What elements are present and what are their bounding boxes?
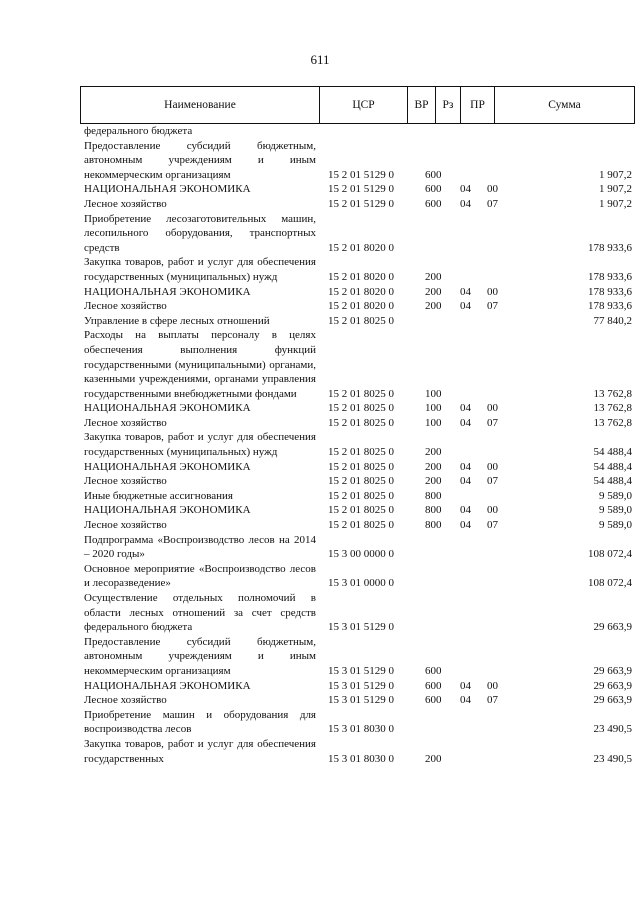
row-csr: 15 2 01 8025 0: [328, 402, 394, 415]
row-csr: 15 3 00 0000 0: [328, 548, 394, 561]
row-csr: 15 3 01 5129 0: [328, 621, 394, 634]
row-name: Лесное хозяйство: [84, 197, 167, 210]
header-rz: Рз: [442, 99, 454, 111]
row-csr: 15 2 01 8025 0: [328, 475, 394, 488]
row-name: Лесное хозяйство: [84, 475, 167, 488]
table-row: [0, 708, 640, 737]
row-name: Предоставление субсидий бюджетным, автономным учреждениям и иным некоммерческим организациям: [84, 635, 316, 677]
table-row: [0, 314, 640, 329]
table-row: [0, 197, 640, 212]
row-sum: 1 907,2: [599, 183, 632, 196]
row-pr: 07: [487, 694, 498, 707]
row-vr: 800: [425, 489, 442, 502]
table-row: [0, 416, 640, 431]
table-row: [0, 474, 640, 489]
row-sum: 13 762,8: [593, 402, 632, 415]
row-name: Подпрограмма «Воспроизводство лесов на 2014 – 2020 годы»: [84, 533, 316, 561]
row-csr: 15 2 01 8020 0: [328, 285, 394, 298]
row-name: НАЦИОНАЛЬНАЯ ЭКОНОМИКА: [84, 679, 251, 692]
row-vr: 600: [425, 168, 442, 181]
row-vr: 100: [425, 402, 442, 415]
row-vr: 200: [425, 270, 442, 283]
row-rz: 04: [460, 197, 471, 210]
row-vr: 800: [425, 519, 442, 532]
row-pr: 00: [487, 285, 498, 298]
row-sum: 9 589,0: [599, 519, 632, 532]
row-pr: 07: [487, 475, 498, 488]
row-rz: 04: [460, 416, 471, 429]
row-sum: 13 762,8: [593, 387, 632, 400]
row-pr: 07: [487, 300, 498, 313]
row-pr: 07: [487, 197, 498, 210]
table-row: [0, 503, 640, 518]
table-row: [0, 401, 640, 416]
row-sum: 1 907,2: [599, 168, 632, 181]
row-sum: 29 663,9: [593, 621, 632, 634]
row-csr: 15 2 01 8020 0: [328, 241, 394, 254]
row-sum: 13 762,8: [593, 416, 632, 429]
row-name: Лесное хозяйство: [84, 300, 167, 313]
row-csr: 15 2 01 8025 0: [328, 519, 394, 532]
table-row: [0, 562, 640, 591]
row-name: Лесное хозяйство: [84, 694, 167, 707]
row-name: НАЦИОНАЛЬНАЯ ЭКОНОМИКА: [84, 504, 251, 517]
row-sum: 54 488,4: [593, 460, 632, 473]
row-vr: 100: [425, 416, 442, 429]
row-rz: 04: [460, 460, 471, 473]
table-header: [80, 86, 635, 124]
row-csr: 15 2 01 5129 0: [328, 183, 394, 196]
row-vr: 200: [425, 285, 442, 298]
row-vr: 100: [425, 387, 442, 400]
row-sum: 9 589,0: [599, 489, 632, 502]
row-vr: 600: [425, 183, 442, 196]
table-row: [0, 255, 640, 284]
row-name: НАЦИОНАЛЬНАЯ ЭКОНОМИКА: [84, 402, 251, 415]
row-name: НАЦИОНАЛЬНАЯ ЭКОНОМИКА: [84, 460, 251, 473]
row-csr: 15 2 01 8020 0: [328, 300, 394, 313]
row-pr: 00: [487, 460, 498, 473]
row-pr: 00: [487, 504, 498, 517]
row-sum: 178 933,6: [588, 300, 632, 313]
row-sum: 29 663,9: [593, 694, 632, 707]
table-row: [0, 635, 640, 679]
row-rz: 04: [460, 519, 471, 532]
row-sum: 23 490,5: [593, 752, 632, 765]
row-name: Иные бюджетные ассигнования: [84, 489, 233, 502]
row-rz: 04: [460, 679, 471, 692]
table-row: [0, 737, 640, 766]
row-sum: 54 488,4: [593, 446, 632, 459]
row-pr: 07: [487, 416, 498, 429]
row-sum: 23 490,5: [593, 723, 632, 736]
row-csr: 15 3 01 8030 0: [328, 723, 394, 736]
row-csr: 15 3 01 5129 0: [328, 664, 394, 677]
header-vr: ВР: [414, 99, 429, 111]
row-csr: 15 2 01 8025 0: [328, 387, 394, 400]
table-row: [0, 518, 640, 533]
row-vr: 200: [425, 475, 442, 488]
row-name: Закупка товаров, работ и услуг для обеспечения государственных (муниципальных) нужд: [84, 256, 316, 283]
row-vr: 200: [425, 752, 442, 765]
row-name: Основное мероприятие «Воспроизводство лесов и лесоразведение»: [84, 562, 316, 590]
table-row: [0, 212, 640, 256]
row-sum: 178 933,6: [588, 241, 632, 254]
row-name: НАЦИОНАЛЬНАЯ ЭКОНОМИКА: [84, 183, 251, 196]
row-csr: 15 3 01 0000 0: [328, 577, 394, 590]
page-number: 611: [310, 52, 330, 67]
table-row: [0, 124, 640, 139]
row-vr: 600: [425, 664, 442, 677]
row-name: Предоставление субсидий бюджетным, автономным учреждениям и иным некоммерческим организациям: [84, 139, 316, 181]
row-name: Расходы на выплаты персоналу в целях обеспечения выполнения функций государственными (муниципальными) органами, казенными учреждениями, органами управления государственными внебюджетными фондами: [84, 329, 316, 400]
row-vr: 200: [425, 446, 442, 459]
table-row: [0, 533, 640, 562]
row-vr: 600: [425, 679, 442, 692]
header-name: Наименование: [164, 99, 236, 111]
table-row: [0, 430, 640, 459]
row-pr: 00: [487, 183, 498, 196]
row-csr: 15 2 01 8025 0: [328, 446, 394, 459]
row-csr: 15 2 01 8025 0: [328, 460, 394, 473]
row-pr: 07: [487, 519, 498, 532]
row-sum: 29 663,9: [593, 664, 632, 677]
row-vr: 800: [425, 504, 442, 517]
row-pr: 00: [487, 679, 498, 692]
row-rz: 04: [460, 504, 471, 517]
table-row: [0, 285, 640, 300]
row-pr: 00: [487, 402, 498, 415]
header-sum: Сумма: [548, 99, 581, 111]
table-row: [0, 679, 640, 694]
row-rz: 04: [460, 285, 471, 298]
row-name: Управление в сфере лесных отношений: [84, 314, 270, 327]
row-csr: 15 3 01 5129 0: [328, 679, 394, 692]
row-name: Осуществление отдельных полномочий в области лесных отношений за счет средств федерального бюджета: [84, 592, 316, 634]
row-vr: 600: [425, 197, 442, 210]
row-sum: 1 907,2: [599, 197, 632, 210]
table-row: [0, 489, 640, 504]
row-csr: 15 2 01 8025 0: [328, 314, 394, 327]
row-sum: 29 663,9: [593, 679, 632, 692]
row-name: Приобретение машин и оборудования для воспроизводства лесов: [84, 708, 316, 736]
row-csr: 15 2 01 5129 0: [328, 197, 394, 210]
table-row: [0, 591, 640, 635]
row-name: НАЦИОНАЛЬНАЯ ЭКОНОМИКА: [84, 285, 251, 298]
row-name: Лесное хозяйство: [84, 416, 167, 429]
row-sum: 178 933,6: [588, 285, 632, 298]
row-csr: 15 3 01 8030 0: [328, 752, 394, 765]
row-vr: 200: [425, 460, 442, 473]
row-rz: 04: [460, 300, 471, 313]
row-name: Приобретение лесозаготовительных машин, лесопильного оборудования, транспортных средств: [84, 212, 316, 254]
row-sum: 108 072,4: [588, 548, 632, 561]
row-name: Закупка товаров, работ и услуг для обеспечения государственных: [84, 737, 316, 765]
row-rz: 04: [460, 183, 471, 196]
row-csr: 15 2 01 8020 0: [328, 270, 394, 283]
table-body: [0, 124, 640, 766]
header-csr: ЦСР: [352, 99, 375, 111]
row-rz: 04: [460, 475, 471, 488]
row-csr: 15 3 01 5129 0: [328, 694, 394, 707]
row-vr: 200: [425, 300, 442, 313]
row-rz: 04: [460, 694, 471, 707]
row-sum: 9 589,0: [599, 504, 632, 517]
row-csr: 15 2 01 8025 0: [328, 416, 394, 429]
row-csr: 15 2 01 8025 0: [328, 489, 394, 502]
table-row: [0, 460, 640, 475]
row-sum: 178 933,6: [588, 270, 632, 283]
row-csr: 15 2 01 8025 0: [328, 504, 394, 517]
table-row: [0, 328, 640, 401]
row-sum: 108 072,4: [588, 577, 632, 590]
table-row: [0, 182, 640, 197]
row-sum: 77 840,2: [593, 314, 632, 327]
row-vr: 600: [425, 694, 442, 707]
header-pr: ПР: [470, 99, 485, 111]
row-rz: 04: [460, 402, 471, 415]
row-sum: 54 488,4: [593, 475, 632, 488]
row-name: Лесное хозяйство: [84, 519, 167, 532]
table-row: [0, 139, 640, 183]
row-csr: 15 2 01 5129 0: [328, 168, 394, 181]
row-name: федерального бюджета: [84, 125, 193, 137]
row-name: Закупка товаров, работ и услуг для обеспечения государственных (муниципальных) нужд: [84, 431, 316, 459]
table-row: [0, 299, 640, 314]
table-row: [0, 693, 640, 708]
